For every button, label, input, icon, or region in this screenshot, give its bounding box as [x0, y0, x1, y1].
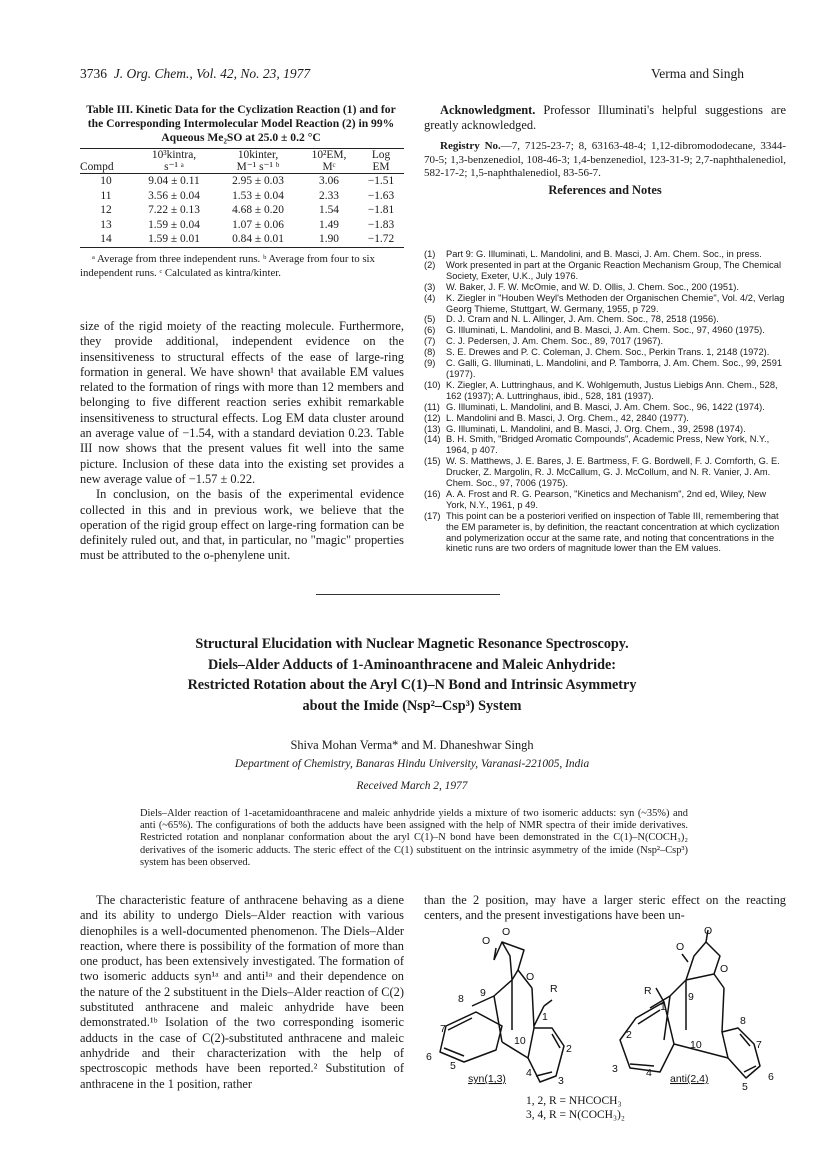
atom-label: 5: [742, 1081, 748, 1093]
atom-label: 3: [612, 1063, 618, 1075]
reference-number: (2): [424, 259, 436, 270]
reference-text: C. Galli, G. Illuminati, L. Mandolini, and P. Tamborra, J. Am. Chem. Soc., 99, 2591 (1977).: [446, 358, 783, 379]
reference-text: Work presented in part at the Organic Reaction Mechanism Group, The Chemical Society, Exeter, U.K., July 1976.: [446, 259, 782, 281]
atom-label: 7: [440, 1023, 446, 1035]
atom-label: 6: [426, 1051, 432, 1063]
reference-text: G. Illuminati, L. Mandolini, and B. Masci, J. Org. Chem., 39, 2598 (1974).: [446, 423, 746, 434]
atom-label: O: [704, 926, 713, 937]
body-left-column: [80, 893, 404, 1092]
table-header-cell: Log EM: [358, 149, 404, 174]
reference-text: G. Illuminati, L. Mandolini, and B. Masci, J. Am. Chem. Soc., 97, 4960 (1975).: [446, 325, 765, 336]
reference-item: [424, 336, 786, 347]
reference-item: [424, 434, 786, 456]
reference-item: [424, 402, 786, 413]
article-title: Structural Elucidation with Nuclear Magnetic Resonance Spectroscopy. Diels–Alder Adducts of 1-Aminoanthracene and Maleic Anhydride: Restricted Rotation about the Aryl C(1)–N Bond and Intrinsic Asymmetry about the Imide (Nsp²–Csp³) System: [187, 636, 637, 714]
reference-text: S. E. Drewes and P. C. Coleman, J. Chem. Soc., Perkin Trans. 1, 2148 (1972).: [446, 347, 770, 358]
acknowledgment-label: Acknowledgment.: [440, 103, 536, 117]
table-footnote: ᵃ Average from three independent runs. ᵇ Average from four to six independent runs. ᶜ Calculated as kintra/kinter.: [80, 253, 375, 279]
atom-label: 10: [514, 1035, 526, 1047]
paragraph: In conclusion, on the basis of the experimental evidence collected in this and in previous work, we believe that the operation of the rigid group effect on large-ring formation can be definitely ruled out, and that, in particular, no "magic" properties must be attributed to the o-phenylene unit.: [80, 487, 404, 563]
atom-label: 3: [558, 1075, 564, 1087]
reference-item: [424, 358, 786, 380]
reference-number: (1): [424, 249, 436, 259]
reference-item: [424, 424, 786, 435]
reference-text: G. Illuminati, L. Mandolini, and B. Masci, J. Am. Chem. Soc., 96, 1422 (1974).: [446, 401, 765, 412]
atom-label: 8: [740, 1015, 746, 1027]
reference-number: (16): [424, 488, 441, 499]
table-header-cell: 10³kintra, s⁻¹ ᵃ: [132, 149, 216, 174]
atom-label: 5: [450, 1060, 456, 1072]
reference-number: (11): [424, 401, 440, 412]
atom-label: 1: [660, 1001, 666, 1013]
reference-item: [424, 293, 786, 315]
atom-label: R: [550, 983, 558, 995]
reference-text: L. Mandolini and B. Masci, J. Org. Chem., 42, 2840 (1977).: [446, 412, 689, 423]
running-head-authors: Verma and Singh: [651, 66, 744, 81]
section-divider: [316, 594, 500, 595]
reference-number: (7): [424, 336, 436, 347]
abstract: Diels–Alder reaction of 1-acetamidoanthracene and maleic anhydride yields a mixture of two isomeric adducts: syn (~35%) and anti (~65%). The configurations of both the adducts have been assigned with the help of NMR spectra of their imide derivatives. Restricted rotation and nonplanar conformation about the aryl C(1)–N bond have been demonstrated in the C(1)–N(COCH₃)₂ derivatives of the isomeric adducts. The steric effect of the C(1) substituent on the intrinsic asymmetry of the imide (Nsp²–Csp³) system has been observed.: [140, 808, 688, 868]
figure-caption-line: 1, 2, R = NHCOCH₃: [526, 1095, 622, 1107]
atom-label: O: [676, 941, 685, 953]
running-header-left: [80, 66, 310, 82]
atom-label: O: [502, 926, 511, 938]
kinetic-data-table: [80, 148, 404, 248]
reference-text: D. J. Cram and N. L. Allinger, J. Am. Chem. Soc., 78, 2518 (1956).: [446, 314, 719, 325]
reference-number: (13): [424, 423, 441, 434]
table-row: 13 1.59 ± 0.04 1.07 ± 0.06 1.49 −1.83: [100, 218, 395, 231]
anti-adduct-structure: [620, 930, 760, 1078]
reference-item: [424, 347, 786, 358]
reference-number: (3): [424, 281, 436, 292]
atom-label: O: [720, 963, 729, 975]
reference-text: C. J. Pedersen, J. Am. Chem. Soc., 89, 7017 (1967).: [446, 336, 664, 347]
reference-number: (8): [424, 347, 436, 358]
reference-text: K. Ziegler in "Houben Weyl's Methoden der Organischen Chemie", Vol. 4/2, Verlag Georg Thieme, Stuttgart, W. Germany, 1955, p 729.: [446, 292, 785, 314]
table-header-cell: 10²EM, Mᶜ: [300, 149, 358, 174]
reference-item: [424, 511, 786, 555]
atom-label: O: [482, 935, 491, 947]
reference-item: [424, 456, 786, 489]
reference-item: [424, 325, 786, 336]
atom-label: 6: [768, 1071, 774, 1083]
table-row: 14 1.59 ± 0.01 0.84 ± 0.01 1.90 −1.72: [80, 232, 404, 247]
received-date: Received March 2, 1977: [356, 780, 468, 792]
table-row: 11 3.56 ± 0.04 1.53 ± 0.04 2.33 −1.63: [100, 189, 395, 202]
figure-caption-line: 3, 4, R = N(COCH₃)₂: [526, 1109, 625, 1121]
reference-item: [424, 314, 786, 325]
reference-number: (15): [424, 456, 441, 467]
atom-label: 2: [566, 1043, 572, 1055]
atom-label: 1: [542, 1011, 548, 1023]
atom-label: 8: [458, 993, 464, 1005]
reference-item: [424, 489, 786, 511]
atom-label: R: [644, 985, 652, 997]
atom-label: 9: [688, 991, 694, 1003]
body-right-column: [424, 893, 786, 924]
reference-number: (10): [424, 379, 441, 390]
reference-text: This point can be a posteriori verified on inspection of Table III, remembering that the EM parameter is, by definition, the reactant concentration at which cyclization and polymerization occur at the same rate, and noting that concentrations in the kinetic runs are two orders of magnitude lower than the EM values.: [446, 510, 780, 554]
table-title: Table III. Kinetic Data for the Cyclization Reaction (1) and for the Corresponding Intermolecular Model Reaction (2) in 99% Aqueous Me₂SO at 25.0 ± 0.2 °C: [86, 103, 396, 144]
anti-label: anti(2,4): [670, 1073, 709, 1085]
authors: Shiva Mohan Verma* and M. Dhaneshwar Singh: [290, 738, 534, 752]
table-header-cell: Compd: [80, 149, 132, 174]
reference-text: A. A. Frost and R. G. Pearson, "Kinetics and Mechanism", 2nd ed, Wiley, New York, N.Y., 1961, p 49.: [446, 488, 767, 510]
acknowledgment-text: Professor Illuminati's helpful suggestions are greatly acknowledged.: [424, 103, 786, 133]
affiliation: Department of Chemistry, Banaras Hindu University, Varanasi-221005, India: [234, 758, 590, 770]
table-row: 10 9.04 ± 0.11 2.95 ± 0.03 3.06 −1.51: [100, 175, 395, 187]
atom-label: 10: [690, 1039, 702, 1051]
reference-number: (5): [424, 314, 436, 325]
reference-number: (12): [424, 412, 441, 423]
reference-number: (17): [424, 510, 441, 521]
reference-item: [424, 260, 786, 282]
reference-text: Part 9: G. Illuminati, L. Mandolini, and B. Masci, J. Am. Chem. Soc., in press.: [446, 249, 762, 259]
reference-number: (14): [424, 434, 441, 445]
paragraph: than the 2 position, may have a larger steric effect on the reacting centers, and the present investigations have been un-: [424, 893, 786, 923]
reference-number: (6): [424, 325, 436, 336]
atom-label: 4: [526, 1067, 532, 1079]
atom-label: 9: [480, 987, 486, 999]
reference-text: B. H. Smith, "Bridged Aromatic Compounds", Academic Press, New York, N.Y., 1964, p 407.: [446, 434, 770, 456]
registry-numbers: [424, 140, 786, 181]
page-number: 3736: [80, 66, 107, 81]
paragraph: The characteristic feature of anthracene behaving as a diene and its ability to undergo Diels–Alder reaction with various dienophiles is a well-documented phenomenon. The Diels–Alder reaction, where there is possibility of the formation of more than one product, has been extensively investigated. The formation of two isomeric adducts syn¹ᵃ and anti¹ᵃ and their dependence on the nature of the 2 substituent in the Diels–Alder reaction of C(2) substituted anthracene and maleic anhydride have been demonstrated.¹ᵇ Isolation of the two corresponding isomeric adducts in the case of C(2)-substituted anthracene and maleic anhydride and their characterization with the help of spectroscopic methods have been reported.² Substitution of anthracene in the 1 position, rather: [80, 893, 404, 1091]
reference-text: K. Ziegler, A. Luttringhaus, and K. Wohlgemuth, Justus Liebigs Ann. Chem., 528, 162 (1937); A. Luttringhaus, ibid., 528, 181 (1937).: [446, 379, 778, 401]
acknowledgment: [424, 103, 786, 134]
atom-label: 2: [626, 1029, 632, 1041]
chemical-structures-figure: [424, 926, 786, 1126]
atom-label: 4: [646, 1067, 652, 1079]
reference-item: [424, 249, 786, 260]
registry-label: Registry No.: [440, 140, 501, 152]
references-list: [424, 249, 786, 554]
table-header-cell: 10kinter, M⁻¹ s⁻¹ ᵇ: [216, 149, 300, 174]
journal-citation: J. Org. Chem., Vol. 42, No. 23, 1977: [113, 66, 311, 81]
reference-item: [424, 380, 786, 402]
syn-label: syn(1,3): [468, 1073, 506, 1085]
table-row: 12 7.22 ± 0.13 4.68 ± 0.20 1.54 −1.81: [100, 204, 395, 217]
reference-item: [424, 282, 786, 293]
reference-item: [424, 413, 786, 424]
paragraph: size of the rigid moiety of the reacting molecule. Furthermore, they provide additional, independent evidence on the insensitiveness to structural effects of the ease of large-ring formation in general. We have shown¹ that available EM values related to the formation of rings with more than 12 members and belonging to five different reaction series exhibit remarkable insensitiveness to structural effects. Log EM data cluster around an average value of −1.54, with a standard deviation 0.23. Table III now shows that the present values fit well into the same picture. Inclusion of these data into the existing set provides a new average value of −1.57 ± 0.22.: [80, 319, 404, 486]
registry-text: —7, 7125-23-7; 8, 63163-48-4; 1,12-dibromododecane, 3344-70-5; 1,3-benzenediol, 108-46-3; 1,4-benzenediol, 123-31-9; 2,7-naphthalenediol, 582-17-2; 1,5-naphthalenediol, 83-56-7.: [424, 140, 786, 180]
reference-text: W. S. Matthews, J. E. Bares, J. E. Bartmess, F. G. Bordwell, F. J. Cornforth, G. E. Drucker, Z. Margolin, R. J. McCallum, G. J. McCollum, and N. R. Vanier, J. Am. Chem. Soc., 97, 7006 (1975).: [446, 456, 780, 489]
reference-number: (4): [424, 292, 436, 303]
reference-number: (9): [424, 358, 436, 369]
atom-label: O: [526, 971, 535, 983]
atom-label: 7: [756, 1039, 762, 1051]
left-column-text: [80, 319, 404, 564]
references-heading: References and Notes: [548, 183, 662, 197]
reference-text: W. Baker, J. F. W. McOmie, and W. D. Ollis, J. Chem. Soc., 200 (1951).: [446, 281, 739, 292]
